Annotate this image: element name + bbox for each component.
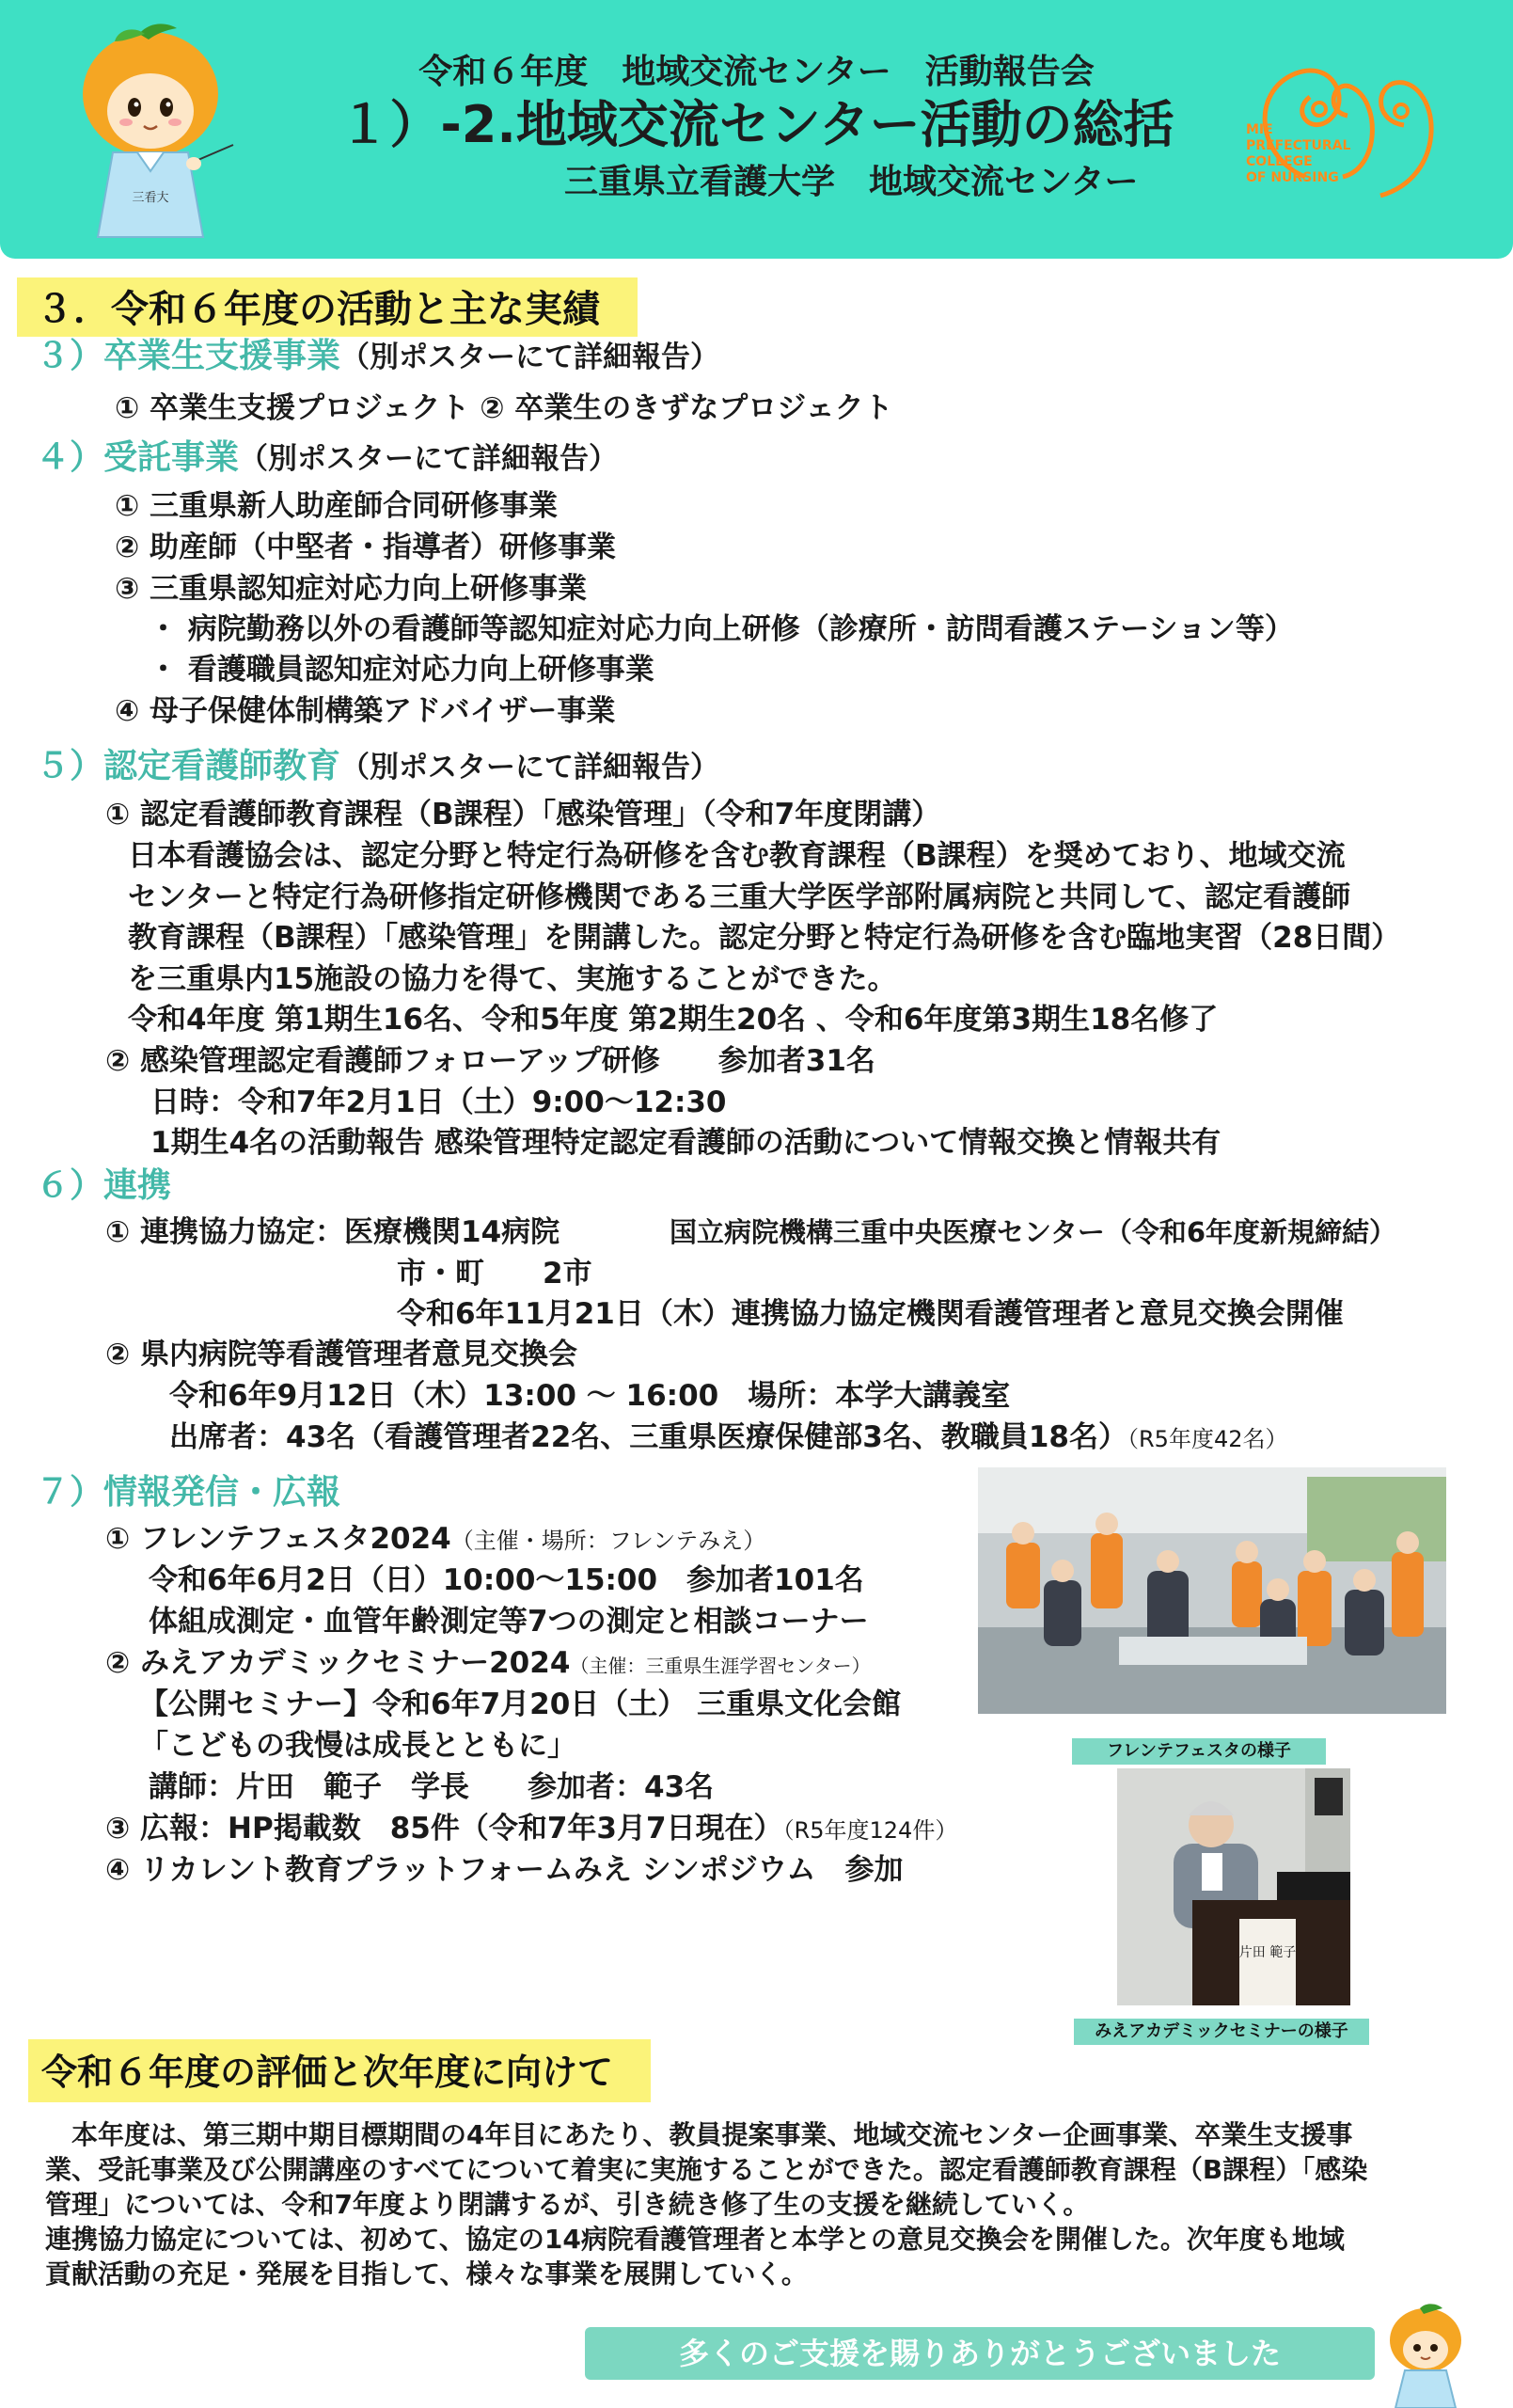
agreement-municipalities: 市・町 2市 (397, 1257, 592, 1291)
heading-note: （別ポスターにて詳細報告） (340, 751, 720, 784)
logo-line: OF NURSING (1246, 170, 1339, 185)
list-item: ③ 三重県認知症対応力向上研修事業 (115, 572, 588, 606)
list-item: ④ リカレント教育プラットフォームみえ シンポジウム 参加 (105, 1853, 904, 1887)
heading-note: （別ポスターにて詳細報告） (340, 341, 720, 374)
paragraph-line: を三重県内15施設の協力を得て、実施することができた。 (128, 962, 897, 996)
heading-text: ３）卒業生支援事業 (36, 337, 341, 375)
list-item-detail: 1期生4名の活動報告 感染管理特定認定看護師の活動について情報交換と情報共有 (150, 1126, 1221, 1160)
report-meeting-label: 令和６年度 地域交流センター 活動報告会 (418, 53, 1095, 91)
heading-note: （別ポスターにて詳細報告） (239, 442, 619, 476)
list-item-detail: 講師：片田 範子 学長 参加者：43名 (149, 1770, 715, 1804)
list-item: ・ 病院勤務以外の看護師等認知症対応力向上研修（診療所・訪問看護ステーション等） (149, 612, 1294, 646)
list-item: ④ 母子保健体制構築アドバイザー事業 (115, 694, 616, 728)
seminar-photo-image (1117, 1768, 1350, 2005)
evaluation-line: 管理」については、令和7年度より閉講するが、引き続き修了生の支援を継続していく。 (45, 2189, 1090, 2220)
item-text: ① フレンテフェスタ2024 (105, 1522, 451, 1556)
subsection-heading-graduate-support (36, 329, 719, 377)
list-item-detail: 日時：令和7年2月1日（土）9:00～12:30 (150, 1085, 727, 1119)
item-note: （R5年度124件） (782, 1817, 958, 1844)
subsection-heading-certified-nurse (36, 739, 719, 787)
list-item: ② 県内病院等看護管理者意見交換会 (105, 1338, 578, 1371)
academic-seminar-caption: みえアカデミックセミナーの様子 (1074, 2019, 1369, 2045)
list-item: ・ 看護職員認知症対応力向上研修事業 (149, 653, 654, 687)
paragraph-line: 令和4年度 第1期生16名、令和5年度 第2期生20名 、令和6年度第3期生18名修了 (128, 1003, 1219, 1037)
list-item: ② 感染管理認定看護師フォローアップ研修 参加者31名 (105, 1044, 875, 1078)
meeting-datetime: 令和6年9月12日（木）13:00 ～ 16:00 場所：本学大講義室 (169, 1379, 1011, 1413)
section-title: ３．令和６年度の活動と主な実績 (17, 277, 638, 337)
subsection-heading-publicity: ７）情報発信・広報 (36, 1473, 341, 1512)
meeting-attendees (169, 1413, 1287, 1455)
page-title: １）-2.地域交流センター活動の総括 (339, 95, 1174, 154)
thanks-banner: 多くのご支援を賜りありがとうございました (585, 2327, 1375, 2380)
paragraph-line: 日本看護協会は、認定分野と特定行為研修を含む教育課程（B課程）を奨めており、地域交流 (128, 839, 1346, 873)
mascot-badge: 三看大 (132, 191, 169, 205)
list-item (105, 1639, 871, 1681)
list-item (105, 1514, 765, 1557)
attendees-previous: （R5年度42名） (1127, 1426, 1288, 1452)
attendees-text: 出席者：43名（看護管理者22名、三重県医療保健部3名、教職員18名） (169, 1420, 1127, 1454)
logo-line: COLLEGE (1246, 154, 1313, 169)
list-item: ② 助産師（中堅者・指導者）研修事業 (115, 531, 617, 564)
evaluation-line: 連携協力協定については、初めて、協定の14病院看護管理者と本学との意見交換会を開催した。次年度も地域 (45, 2224, 1345, 2255)
frente-festa-caption: フレンテフェスタの様子 (1072, 1738, 1326, 1765)
item-note: （主催：三重県生涯学習センター） (570, 1655, 871, 1677)
list-item-detail: 「こどもの我慢は成長とともに」 (139, 1729, 576, 1763)
mascot-small-illustration (1369, 2303, 1482, 2408)
evaluation-line: 業、受託事業及び公開講座のすべてについて着実に実施することができた。認定看護師教育課程（B課程）「感染 (45, 2154, 1368, 2185)
podium-name: 片田 範子 (1238, 1945, 1297, 1960)
list-item: ① 認定看護師教育課程（B課程）「感染管理」（令和7年度閉講） (105, 798, 941, 832)
evaluation-line: 本年度は、第三期中期目標期間の4年目にあたり、教員提案事業、地域交流センター企画事業、卒業生支援事 (45, 2119, 1353, 2150)
heading-text: ４）受託事業 (36, 438, 240, 477)
subsection-heading-commissioned (36, 431, 618, 479)
list-item: ① 三重県新人助産師合同研修事業 (115, 489, 559, 523)
list-item-detail: 体組成測定・血管年齢測定等7つの測定と相談コーナー (149, 1605, 869, 1639)
list-item-detail: 【公開セミナー】令和6年7月20日（土） 三重県文化会館 (139, 1687, 902, 1721)
item-text: ② みえアカデミックセミナー2024 (105, 1646, 571, 1680)
paragraph-line: センターと特定行為研修指定研修機関である三重大学医学部附属病院と共同して、認定看護師 (128, 880, 1351, 914)
academic-seminar-photo (1117, 1768, 1350, 2005)
frente-festa-photo (978, 1467, 1446, 1714)
evaluation-title: 令和６年度の評価と次年度に向けて (28, 2039, 651, 2102)
evaluation-line: 貢献活動の充足・発展を目指して、様々な事業を展開していく。 (45, 2258, 808, 2289)
heading-text: ５）認定看護師教育 (36, 747, 341, 785)
agreement-hospital: 国立病院機構三重中央医療センター（令和6年度新規締結） (670, 1216, 1397, 1248)
item-note: （主催・場所：フレンテみえ） (450, 1528, 766, 1554)
logo-line: MIE (1246, 122, 1273, 137)
list-item-detail: 令和6年6月2日（日）10:00～15:00 参加者101名 (149, 1563, 864, 1597)
agreement-meeting: 令和6年11月21日（木）連携協力協定機関看護管理者と意見交換会開催 (397, 1297, 1344, 1331)
organization-name: 三重県立看護大学 地域交流センター (564, 163, 1139, 201)
college-logo-text (1246, 122, 1350, 186)
subsection-heading-cooperation: ６）連携 (36, 1166, 172, 1205)
graduate-projects: ① 卒業生支援プロジェクト ② 卒業生のきずなプロジェクト (115, 391, 893, 425)
logo-line: PREFECTURAL (1246, 138, 1351, 153)
event-photo-image (978, 1467, 1446, 1714)
item-text: ③ 広報：HP掲載数 85件（令和7年3月7日現在） (105, 1812, 783, 1846)
paragraph-line: 教育課程（B課程）「感染管理」を開講した。認定分野と特定行為研修を含む臨地実習（28日間） (128, 921, 1401, 955)
agreement-line: ① 連携協力協定：医療機関14病院 (105, 1215, 560, 1249)
list-item (105, 1804, 957, 1846)
